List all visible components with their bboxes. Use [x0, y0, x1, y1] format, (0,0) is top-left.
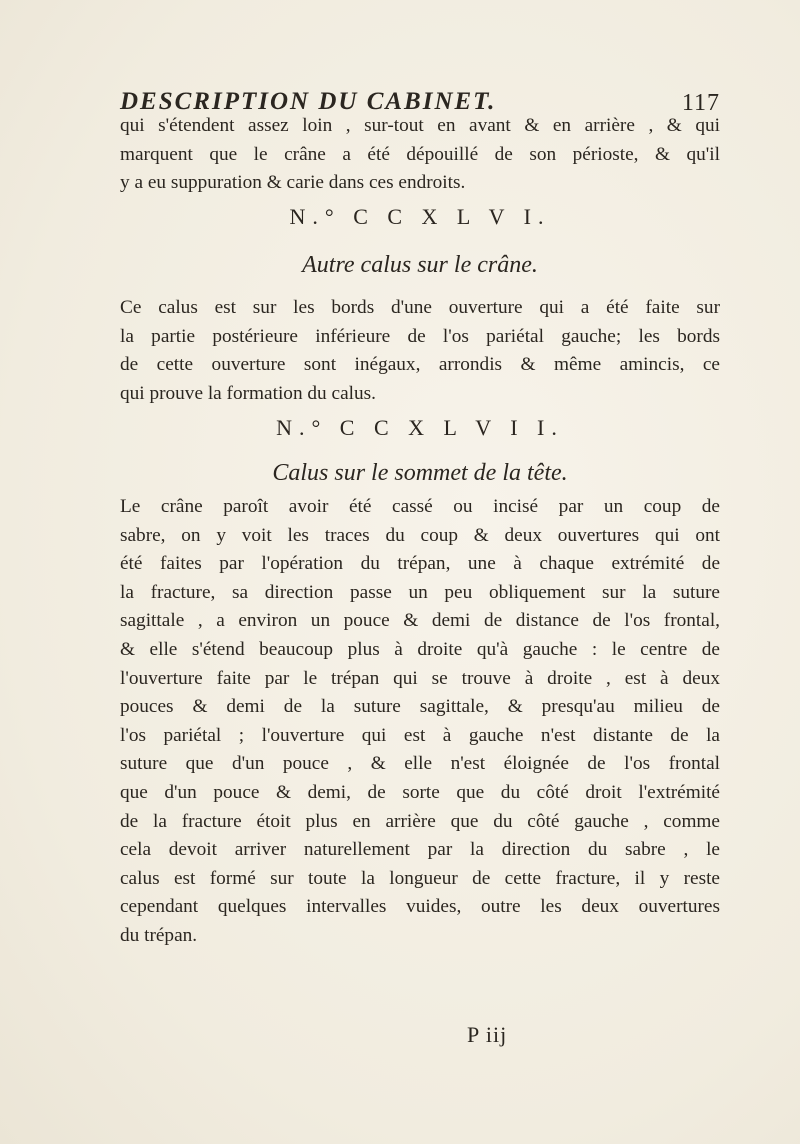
text-line: du trépan. — [120, 924, 198, 946]
text-line: calus est formé sur toute la longueur de cette fracture, il y reste — [120, 867, 720, 889]
text-line: cela devoit arriver naturellement par la direction du sabre , le — [120, 839, 720, 861]
text-line: pouces & demi de la suture sagittale, & presqu'au milieu de — [120, 696, 720, 718]
text-line: Le crâne paroît avoir été cassé ou incisé par un coup de — [120, 496, 720, 517]
text-line: marquent que le crâne a été dépouillé de son périoste, & qu'il — [120, 143, 720, 165]
text-line: l'ouverture faite par le trépan qui se trouve à droite , est à deux — [120, 667, 720, 689]
text-line: suture que d'un pouce , & elle n'est éloignée de l'os frontal — [120, 753, 720, 775]
text-line: l'os pariétal ; l'ouverture qui est à gauche n'est distante de la — [120, 724, 720, 746]
item-title-246: Autre calus sur le crâne. — [302, 252, 538, 278]
text-line: sabre, on y voit les traces du coup & deux ouvertures qui ont — [120, 524, 720, 546]
text-line: de cette ouverture sont inégaux, arrondis & même amincis, ce — [120, 354, 720, 376]
text-line: que d'un pouce & demi, de sorte que du côté droit l'extrémité — [120, 781, 720, 803]
text-line: de la fracture étoit plus en arrière que du côté gauche , comme — [120, 810, 720, 832]
item-description-246 — [120, 294, 720, 408]
text-line: & elle s'étend beaucoup plus à droite qu'à gauche : le centre de — [120, 638, 720, 660]
paragraph-continuation — [120, 112, 720, 198]
item-number-246: N.° C C X L V I. — [289, 204, 551, 229]
text-line: Ce calus est sur les bords d'une ouverture qui a été faite sur — [120, 297, 720, 318]
running-head-title: DESCRIPTION DU CABINET. — [120, 88, 497, 115]
text-line: cependant quelques intervalles vuides, outre les deux ouvertures — [120, 896, 720, 918]
text-line: la partie postérieure inférieure de l'os pariétal gauche; les bords — [120, 325, 720, 347]
page-number: 117 — [681, 90, 720, 116]
text-line: qui s'étendent assez loin , sur-tout en avant & en arrière , & qui — [120, 115, 720, 136]
item-title-247: Calus sur le sommet de la tête. — [272, 460, 568, 486]
text-line: la fracture, sa direction passe un peu obliquement sur la suture — [120, 581, 720, 603]
item-number-247: N.° C C X L V I I. — [276, 415, 564, 440]
text-line: sagittale , a environ un pouce & demi de distance de l'os frontal, — [120, 610, 720, 632]
signature-mark: P iij — [467, 1022, 508, 1047]
text-line: été faites par l'opération du trépan, une à chaque extrémité de — [120, 553, 720, 575]
item-description-247 — [120, 493, 720, 951]
text-line: y a eu suppuration & carie dans ces endroits. — [120, 172, 466, 194]
text-line: qui prouve la formation du calus. — [120, 382, 376, 404]
